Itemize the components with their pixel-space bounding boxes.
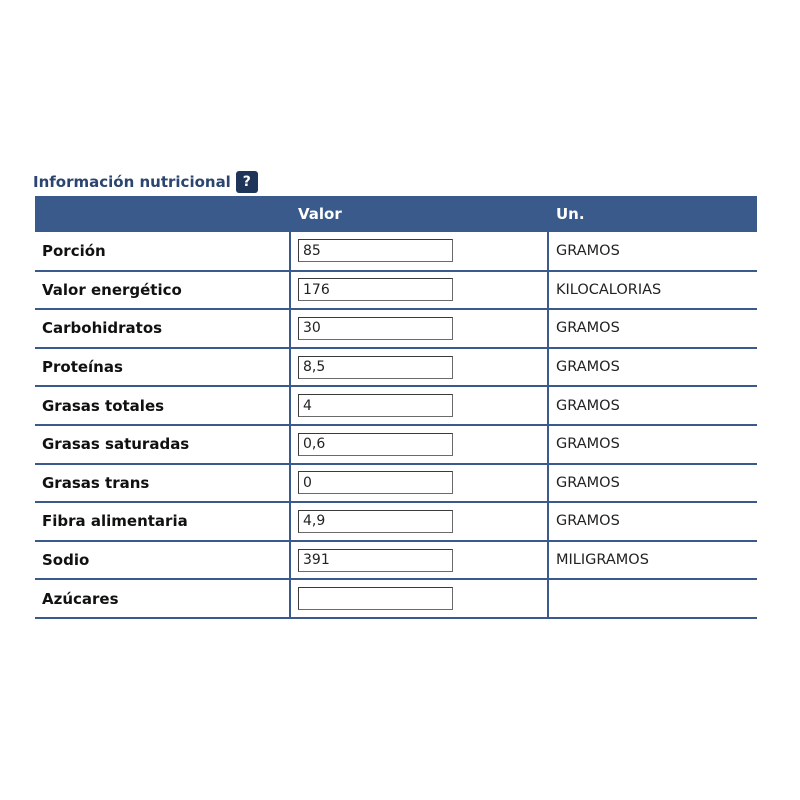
table-row <box>35 232 757 271</box>
row-unit: KILOCALORIAS <box>548 271 757 310</box>
table-row <box>35 425 757 464</box>
row-unit: GRAMOS <box>548 348 757 387</box>
row-unit: GRAMOS <box>548 464 757 503</box>
row-unit <box>548 579 757 618</box>
row-label: Fibra alimentaria <box>35 502 290 541</box>
section-title-text: Información nutricional <box>33 173 231 191</box>
table-row <box>35 502 757 541</box>
row-label: Carbohidratos <box>35 309 290 348</box>
row-label: Sodio <box>35 541 290 580</box>
row-label: Grasas totales <box>35 386 290 425</box>
row-unit: GRAMOS <box>548 309 757 348</box>
value-input-fibra-alimentaria[interactable] <box>298 510 453 533</box>
value-input-azucares[interactable] <box>298 587 453 610</box>
value-input-grasas-trans[interactable] <box>298 471 453 494</box>
value-input-sodio[interactable] <box>298 549 453 572</box>
section-title <box>33 170 258 194</box>
header-unit: Un. <box>548 196 757 232</box>
table-header-row <box>35 196 757 232</box>
value-input-carbohidratos[interactable] <box>298 317 453 340</box>
value-input-grasas-saturadas[interactable] <box>298 433 453 456</box>
row-label: Grasas trans <box>35 464 290 503</box>
table-row <box>35 271 757 310</box>
header-value: Valor <box>290 196 548 232</box>
table-row <box>35 541 757 580</box>
row-label: Porción <box>35 232 290 271</box>
row-unit: GRAMOS <box>548 386 757 425</box>
row-label: Valor energético <box>35 271 290 310</box>
table-row <box>35 579 757 618</box>
nutrition-table <box>35 196 757 619</box>
row-unit: GRAMOS <box>548 232 757 271</box>
row-label: Azúcares <box>35 579 290 618</box>
table-row <box>35 348 757 387</box>
table-row <box>35 309 757 348</box>
row-unit: MILIGRAMOS <box>548 541 757 580</box>
row-unit: GRAMOS <box>548 502 757 541</box>
value-input-valor-energetico[interactable] <box>298 278 453 301</box>
table-row <box>35 386 757 425</box>
row-label: Proteínas <box>35 348 290 387</box>
value-input-porcion[interactable] <box>298 239 453 262</box>
table-row <box>35 464 757 503</box>
value-input-proteinas[interactable] <box>298 356 453 379</box>
row-unit: GRAMOS <box>548 425 757 464</box>
help-icon[interactable]: ? <box>236 171 258 193</box>
row-label: Grasas saturadas <box>35 425 290 464</box>
value-input-grasas-totales[interactable] <box>298 394 453 417</box>
header-nutrient <box>35 196 290 232</box>
